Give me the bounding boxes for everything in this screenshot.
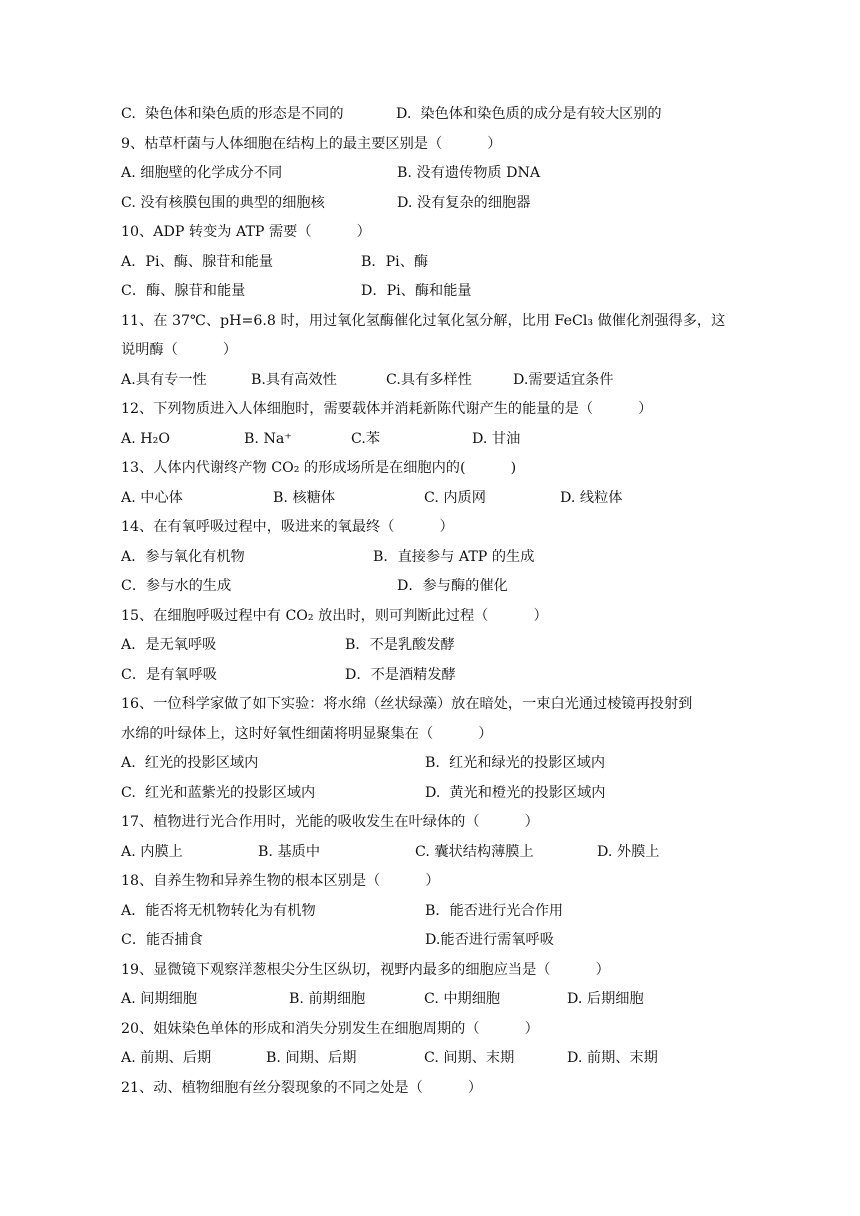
answer-option: C.具有多样性 xyxy=(386,371,472,388)
answer-option: A. 间期细胞 xyxy=(121,991,198,1007)
answer-option: D. 线粒体 xyxy=(560,489,623,506)
answer-option: B. 间期、后期 xyxy=(266,1050,357,1066)
answer-option: D. 甘油 xyxy=(472,430,521,447)
answer-option: B. Na⁺ xyxy=(244,430,292,447)
answer-option: C. 间期、末期 xyxy=(424,1050,515,1066)
answer-option: B. 核糖体 xyxy=(273,489,336,506)
answer-option: B.具有高效性 xyxy=(251,371,337,388)
answer-option: A. 中心体 xyxy=(121,489,183,506)
answer-option: C．是有氧呼吸 xyxy=(121,666,217,683)
question-text: 14、在有氧呼吸过程中，吸进来的氧最终（ ） xyxy=(121,519,454,535)
answer-option: C. 没有核膜包围的典型的细胞核 xyxy=(121,194,325,211)
question-text: 10、ADP 转变为 ATP 需要（ ） xyxy=(121,224,371,240)
answer-option: B．能否进行光合作用 xyxy=(425,902,564,919)
question-text: 21、动、植物细胞有丝分裂现象的不同之处是（ ） xyxy=(121,1079,483,1096)
question-text: 水绵的叶绿体上，这时好氧性细菌将明显聚集在（ ） xyxy=(121,725,493,742)
answer-option: C. 染色体和染色质的形态是不同的 xyxy=(121,106,344,122)
answer-option: A．参与氧化有机物 xyxy=(121,548,245,565)
answer-option: B. 红光和绿光的投影区域内 xyxy=(425,755,606,771)
answer-option: D. 后期细胞 xyxy=(567,991,644,1007)
question-text: 11、在 37℃、pH=6.8 时，用过氧化氢酶催化过氧化氢分解，比用 FeCl₃ 做催化剂强得多，这 xyxy=(121,312,726,329)
question-text: 17、植物进行光合作用时，光能的吸收发生在叶绿体的（ ） xyxy=(121,814,539,830)
answer-option: D. 染色体和染色质的成分是有较大区别的 xyxy=(396,106,662,122)
answer-option: D. 黄光和橙光的投影区域内 xyxy=(425,784,606,801)
answer-option: A.具有专一性 xyxy=(121,371,207,388)
question-text: 12、下列物质进入人体细胞时，需要载体并消耗新陈代谢产生的能量的是（ ） xyxy=(121,401,653,417)
question-text: 15、在细胞呼吸过程中有 CO₂ 放出时，则可判断此过程（ ） xyxy=(121,607,548,624)
answer-option: A．Pi、酶、腺苷和能量 xyxy=(121,253,274,270)
answer-option: C. 中期细胞 xyxy=(424,991,501,1007)
question-text: 说明酶（ ） xyxy=(121,342,238,358)
question-text: 18、自养生物和异养生物的根本区别是（ ） xyxy=(121,873,440,889)
answer-option: C．参与水的生成 xyxy=(121,578,232,594)
question-text: 9、枯草杆菌与人体细胞在结构上的最主要区别是（ ） xyxy=(121,135,502,152)
answer-option: C．酶、腺苷和能量 xyxy=(121,283,246,299)
answer-option: B．不是乳酸发酵 xyxy=(345,637,455,653)
answer-option: C．能否捕食 xyxy=(121,932,203,948)
answer-option: D. 前期、末期 xyxy=(567,1050,658,1066)
question-text: 13、人体内代谢终产物 CO₂ 的形成场所是在细胞内的( ) xyxy=(121,460,517,476)
answer-option: D. 外膜上 xyxy=(597,843,660,860)
answer-option: C. 红光和蓝紫光的投影区域内 xyxy=(121,784,316,801)
answer-option: D. 没有复杂的细胞器 xyxy=(397,194,531,211)
answer-option: D．参与酶的催化 xyxy=(397,578,508,594)
question-text: 20、姐妹染色单体的形成和消失分别发生在细胞周期的（ ） xyxy=(121,1020,539,1037)
answer-option: A. 内膜上 xyxy=(121,843,183,860)
answer-option: C. 内质网 xyxy=(424,489,486,506)
question-text: 16、一位科学家做了如下实验：将水绵（丝状绿藻）放在暗处，一束白光通过棱镜再投射到 xyxy=(121,696,693,712)
answer-option: B. 没有遗传物质 DNA xyxy=(397,165,541,181)
answer-option: A．能否将无机物转化为有机物 xyxy=(121,902,316,919)
answer-option: B．Pi、酶 xyxy=(361,253,429,270)
answer-option: C. 囊状结构薄膜上 xyxy=(415,843,534,860)
answer-option: D．Pi、酶和能量 xyxy=(361,283,472,299)
answer-option: B. 基质中 xyxy=(258,843,321,860)
answer-option: D.需要适宜条件 xyxy=(513,371,614,388)
answer-option: A. 红光的投影区域内 xyxy=(121,755,259,771)
answer-option: A．是无氧呼吸 xyxy=(121,637,217,653)
answer-option: B．直接参与 ATP 的生成 xyxy=(373,548,535,565)
question-text: 19、显微镜下观察洋葱根尖分生区纵切，视野内最多的细胞应当是（ ） xyxy=(121,961,610,978)
answer-option: A. H₂O xyxy=(121,430,170,447)
answer-option: A. 细胞壁的化学成分不同 xyxy=(121,165,283,181)
answer-option: D.能否进行需氧呼吸 xyxy=(425,932,554,948)
answer-option: B. 前期细胞 xyxy=(289,991,366,1007)
answer-option: D．不是酒精发酵 xyxy=(345,666,456,683)
answer-option: C.苯 xyxy=(351,430,381,447)
answer-option: A. 前期、后期 xyxy=(121,1050,212,1066)
